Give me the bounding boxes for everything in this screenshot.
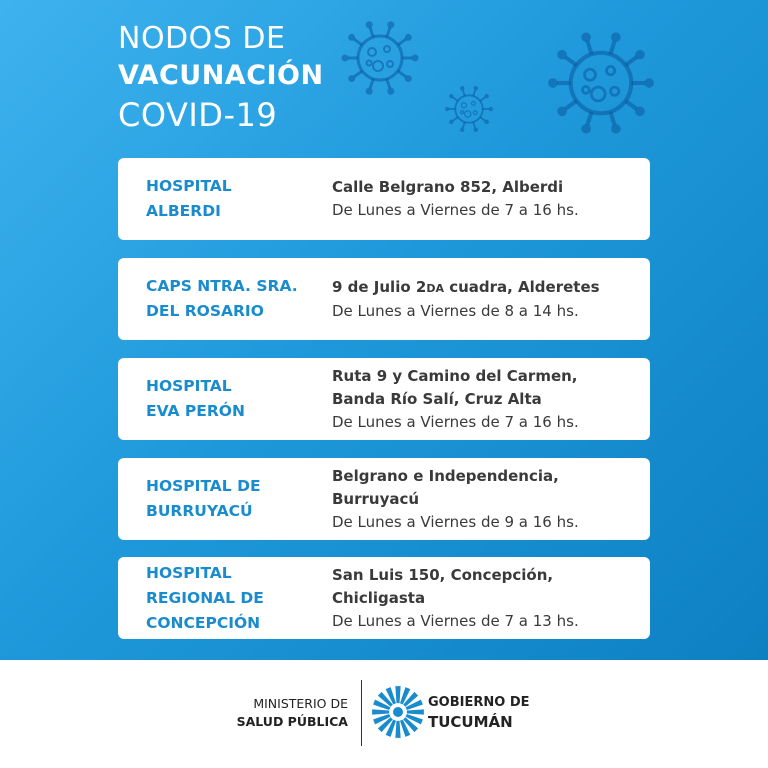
gobierno-name: [428, 694, 530, 732]
node-info: [332, 458, 644, 540]
gobierno-line-1: GOBIERNO DE: [428, 695, 530, 710]
node-address: [332, 276, 644, 300]
address-part: cuadra, Alderetes: [443, 277, 600, 296]
node-address-line: Banda Río Salí, Cruz Alta: [332, 389, 542, 408]
node-hours: De Lunes a Viernes de 7 a 16 hs.: [332, 412, 579, 431]
gobierno-line-2: TUCUMÁN: [428, 713, 513, 731]
page-title: [118, 20, 324, 136]
node-address-line: Ruta 9 y Camino del Carmen,: [332, 366, 578, 385]
node-name-line: ALBERDI: [146, 202, 221, 220]
virus-icon: [340, 18, 420, 98]
node-name: [146, 557, 321, 639]
node-card-caps-rosario: [118, 258, 650, 340]
node-name-line: HOSPITAL: [146, 177, 232, 195]
node-info: [332, 557, 644, 639]
title-line-2: VACUNACIÓN: [118, 60, 324, 91]
footer: [0, 660, 768, 768]
node-name-line: HOSPITAL DE: [146, 477, 261, 495]
address-part: 9 de Julio 2: [332, 277, 427, 296]
node-name-line: HOSPITAL: [146, 377, 232, 395]
node-card-hospital-alberdi: [118, 158, 650, 240]
node-address: Calle Belgrano 852, Alberdi: [332, 178, 564, 196]
node-hours: De Lunes a Viernes de 9 a 16 hs.: [332, 512, 579, 531]
node-name: [146, 358, 321, 440]
node-card-hospital-burruyacu: [118, 458, 650, 540]
title-line-3: COVID-19: [118, 96, 278, 134]
node-name-line: EVA PERÓN: [146, 402, 245, 420]
node-hours: De Lunes a Viernes de 7 a 16 hs.: [332, 201, 579, 219]
node-name-line: BURRUYACÚ: [146, 502, 253, 520]
node-info: [332, 358, 644, 440]
node-name: [146, 458, 321, 540]
node-card-hospital-concepcion: [118, 557, 650, 639]
node-address-line: Burruyacú: [332, 489, 420, 508]
virus-icon: [546, 28, 656, 138]
gobierno-logo-icon: [370, 684, 426, 740]
node-hours: De Lunes a Viernes de 8 a 14 hs.: [332, 301, 579, 320]
node-address-line: Chicligasta: [332, 588, 426, 607]
node-card-hospital-eva-peron: [118, 358, 650, 440]
node-name: [146, 158, 321, 240]
node-hours: De Lunes a Viernes de 7 a 13 hs.: [332, 611, 579, 630]
node-name-line: CAPS NTRA. SRA.: [146, 277, 298, 295]
node-address-line: San Luis 150, Concepción,: [332, 565, 554, 584]
node-name-line: HOSPITAL: [146, 563, 232, 582]
footer-divider: [361, 680, 362, 746]
node-name-line: REGIONAL DE: [146, 588, 264, 607]
node-name: [146, 258, 321, 340]
ministry-name: [237, 695, 348, 731]
node-address-line: Belgrano e Independencia,: [332, 466, 559, 485]
virus-icon: [444, 84, 494, 134]
address-ordinal: DA: [426, 281, 444, 295]
ministry-line-1: MINISTERIO DE: [253, 696, 348, 711]
node-info: [332, 258, 644, 340]
node-name-line: CONCEPCIÓN: [146, 613, 261, 632]
node-name-line: DEL ROSARIO: [146, 302, 264, 320]
node-info: [332, 158, 644, 240]
title-line-1: NODOS DE: [118, 21, 286, 56]
ministry-line-2: SALUD PÚBLICA: [236, 714, 348, 729]
